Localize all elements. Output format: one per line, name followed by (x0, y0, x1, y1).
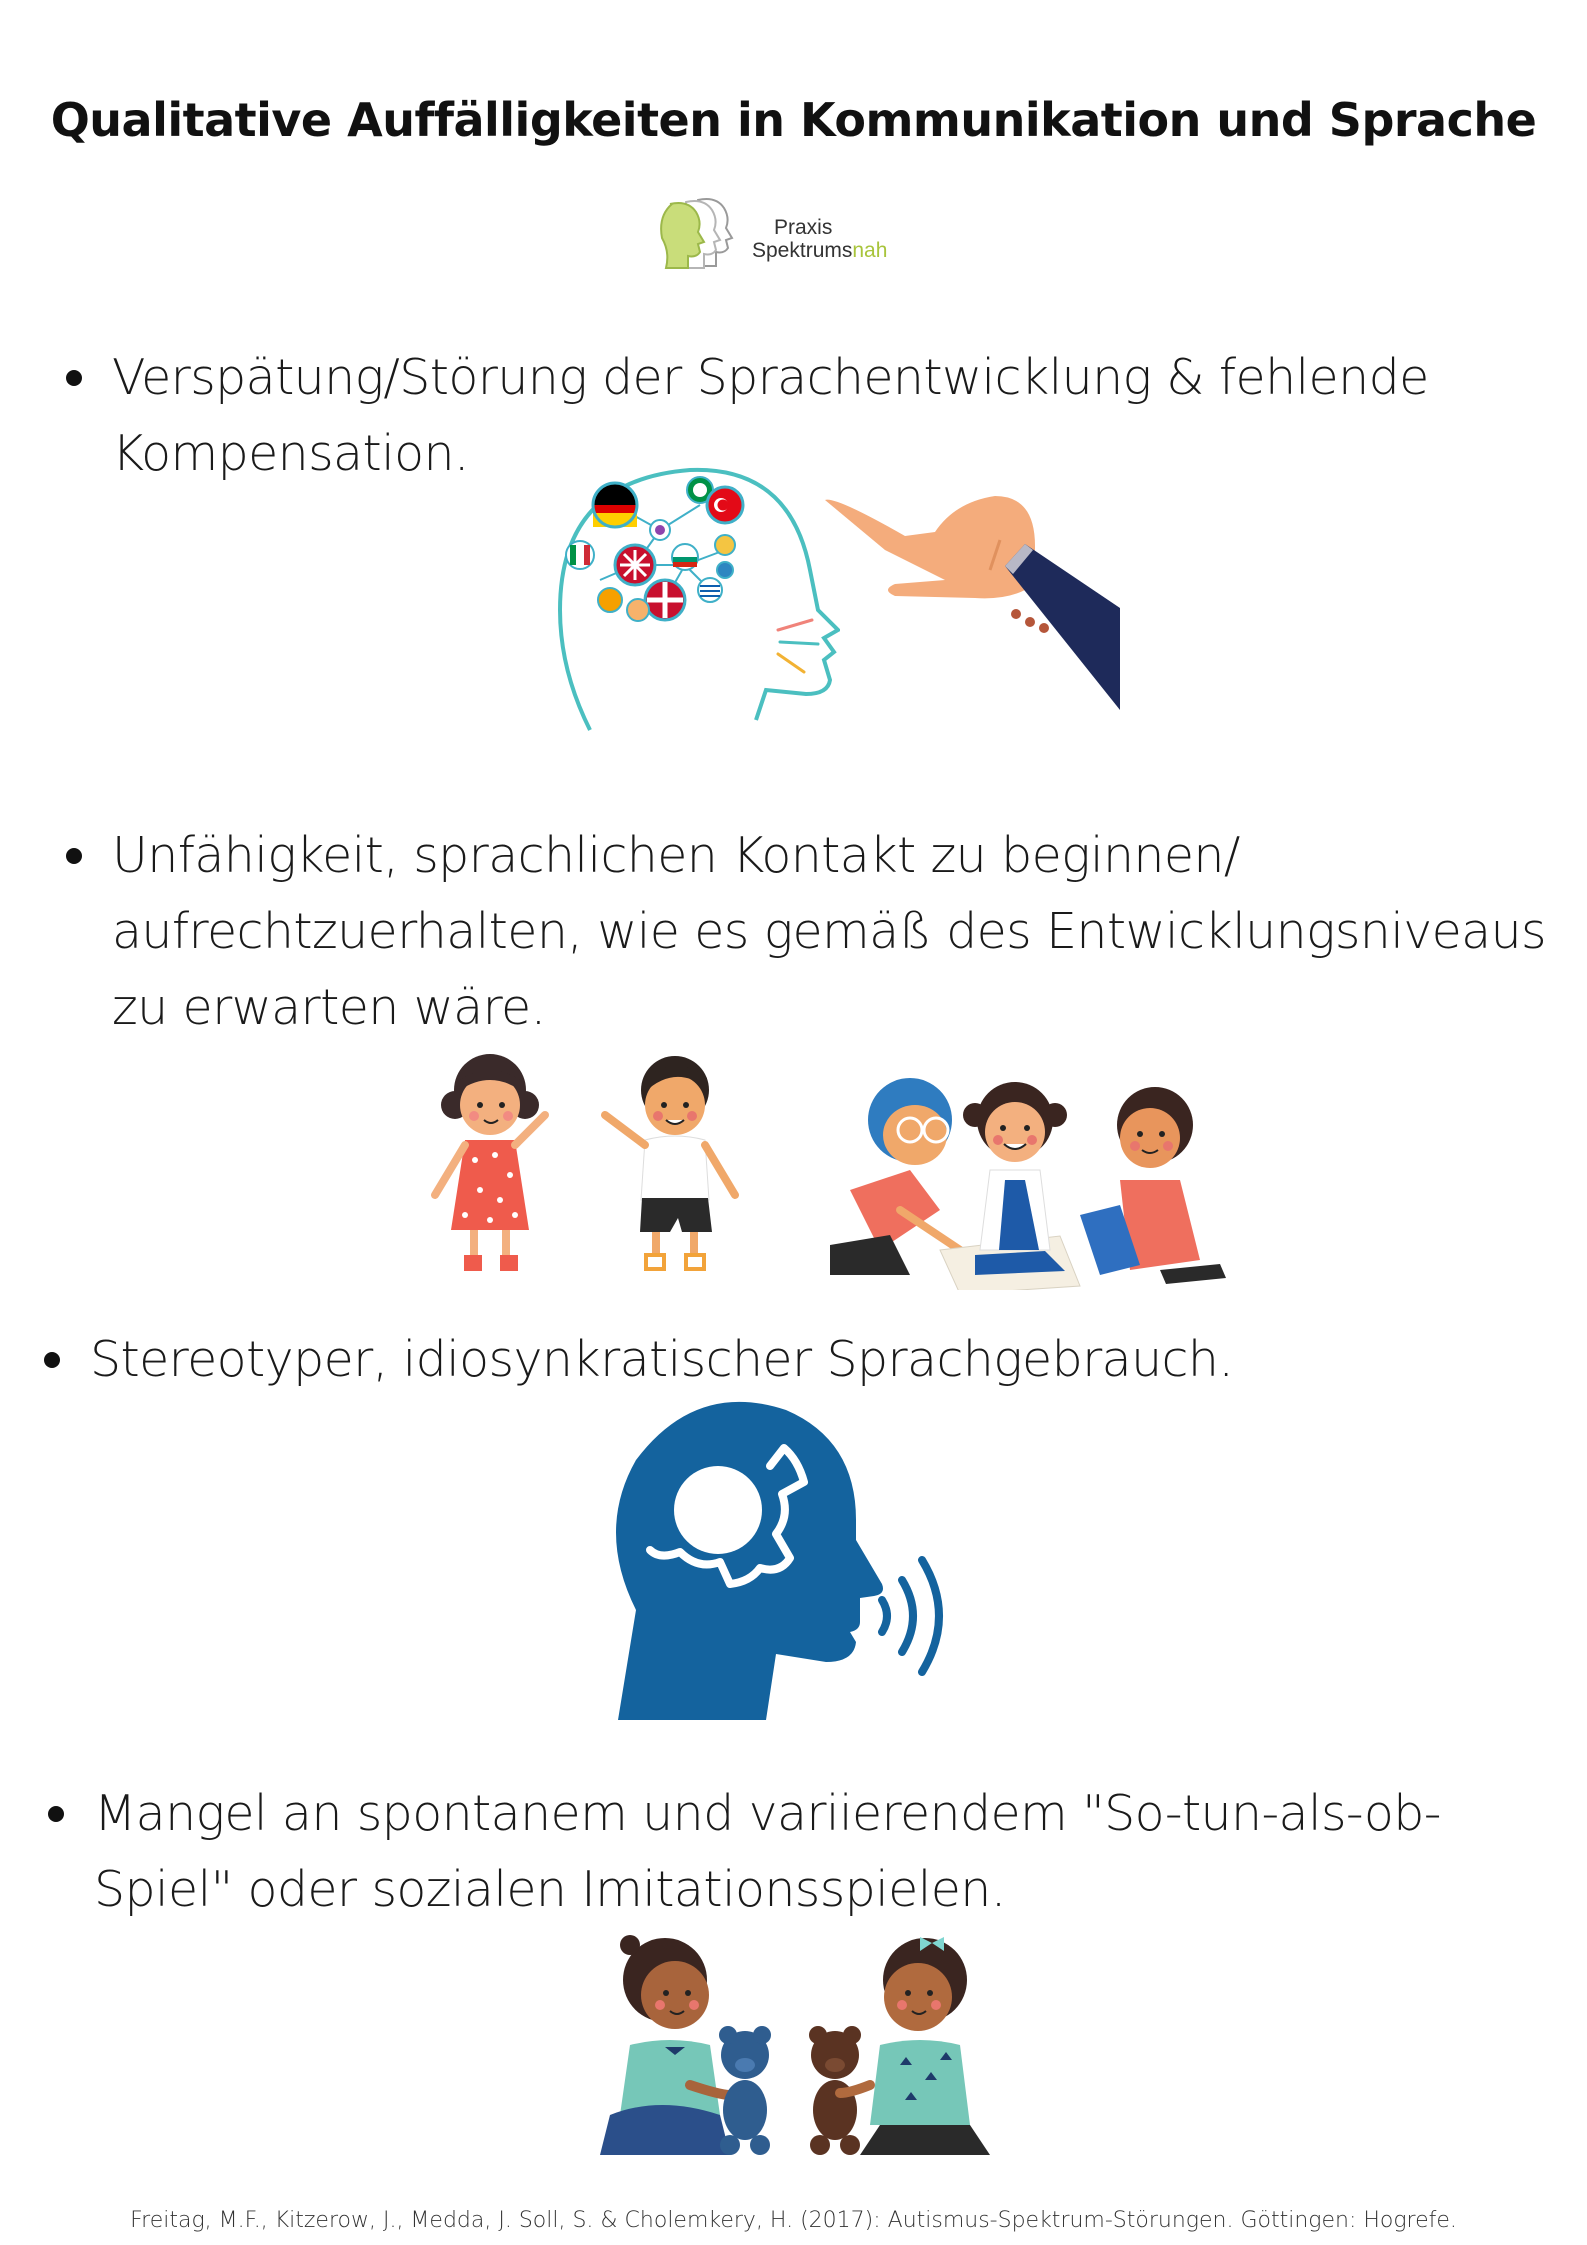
children-playing-illustration (800, 1070, 1240, 1290)
bullet-dot (44, 1352, 60, 1368)
bullet-2-line-3: zu erwarten wäre. (112, 979, 546, 1036)
children-waving-illustration (420, 1050, 780, 1290)
bullet-2-line-2: aufrechtzuerhalten, wie es gemäß des Entwicklungsniveaus (112, 903, 1546, 960)
pointing-hand-illustration (820, 480, 1120, 710)
logo-line2 (752, 239, 887, 262)
bullet-dot (66, 848, 82, 864)
bullet-1-line-2: Kompensation. (112, 425, 469, 482)
logo-line2-accent: nah (852, 239, 888, 262)
speaking-head-gear-icon (610, 1400, 960, 1720)
bullet-4-line-1: Mangel an spontanem und variierendem "So-tun-als-ob- (94, 1785, 1441, 1842)
children-with-teddy-bears-illustration (580, 1935, 1020, 2175)
multilingual-head-illustration (550, 460, 840, 740)
bullet-2-line-1: Unfähigkeit, sprachlichen Kontakt zu beginnen/ (112, 827, 1240, 884)
logo-line2-main: Spektrums (752, 239, 853, 262)
bullet-4-line-2: Spiel" oder sozialen Imitationsspielen. (94, 1861, 1006, 1918)
bullet-dot (48, 1806, 64, 1822)
bullet-1-line-1: Verspätung/Störung der Sprachentwicklung & fehlende (112, 349, 1429, 406)
bullet-item-4 (48, 1776, 1441, 1928)
bullet-item-3 (44, 1322, 1233, 1398)
bullet-item-2 (66, 818, 1546, 1046)
praxis-logo (660, 190, 920, 280)
bullet-dot (66, 370, 82, 386)
logo-line1: Praxis (774, 216, 833, 239)
page-title: Qualitative Auffälligkeiten in Kommunikation und Sprache (50, 92, 1537, 147)
bullet-3-line-1: Stereotyper, idiosynkratischer Sprachgebrauch. (90, 1331, 1234, 1388)
citation-footer: Freitag, M.F., Kitzerow, J., Medda, J. Soll, S. & Cholemkery, H. (2017): Autismus-Spektrum-Störungen. Göttingen: Hogrefe. (130, 2208, 1457, 2233)
logo-heads-icon (660, 190, 755, 280)
